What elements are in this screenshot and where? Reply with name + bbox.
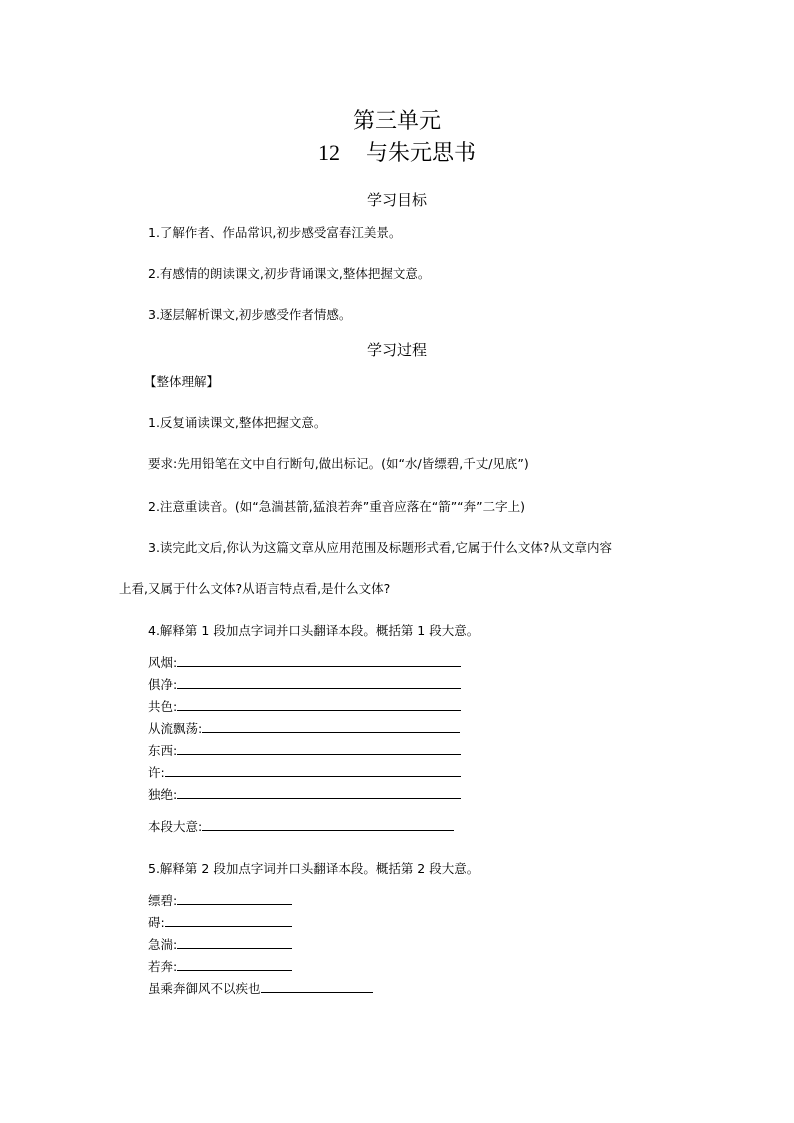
goal-item-1: 1.了解作者、作品常识,初步感受富春江美景。 (148, 225, 402, 240)
q4-term-row: 共色: (148, 697, 461, 715)
q5-term-row: 若奔: (148, 957, 292, 975)
answer-blank[interactable] (177, 892, 292, 905)
answer-blank[interactable] (202, 818, 454, 831)
goals-heading: 学习目标 (366, 191, 427, 209)
answer-blank[interactable] (165, 764, 461, 777)
q5-term-row: 虽乘奔御风不以疾也 (148, 979, 373, 997)
section-label: 【整体理解】 (144, 374, 220, 389)
answer-blank[interactable] (202, 720, 460, 733)
process-heading: 学习过程 (366, 341, 427, 359)
answer-blank[interactable] (177, 654, 461, 667)
question-4: 4.解释第 1 段加点字词并口头翻译本段。概括第 1 段大意。 (148, 623, 480, 638)
goal-item-2: 2.有感情的朗读课文,初步背诵课文,整体把握文意。 (148, 266, 431, 281)
answer-blank[interactable] (177, 958, 292, 971)
lesson-number: 12 (317, 140, 340, 165)
question-1-requirement: 要求:先用铅笔在文中自行断句,做出标记。(如“水/皆缥碧,千丈/见底”) (148, 456, 529, 471)
question-1: 1.反复诵读课文,整体把握文意。 (148, 415, 327, 430)
q4-term-row: 风烟: (148, 653, 461, 671)
goal-item-3: 3.逐层解析课文,初步感受作者情感。 (148, 307, 352, 322)
question-5: 5.解释第 2 段加点字词并口头翻译本段。概括第 2 段大意。 (148, 861, 480, 876)
lesson-title (0, 136, 794, 167)
unit-title: 第三单元 (352, 109, 441, 134)
q4-term-row: 从流飘荡: (148, 719, 460, 737)
answer-blank[interactable] (165, 914, 292, 927)
q5-term-row: 碍: (148, 913, 292, 931)
question-3-line-2: 上看,又属于什么文体?从语言特点看,是什么文体? (119, 581, 391, 596)
answer-blank[interactable] (177, 786, 461, 799)
q4-term-row: 独绝: (148, 785, 461, 803)
q4-term-row: 东西: (148, 741, 461, 759)
answer-blank[interactable] (177, 742, 461, 755)
question-3-line-1: 3.读完此文后,你认为这篇文章从应用范围及标题形式看,它属于什么文体?从文章内容 (148, 540, 613, 555)
lesson-name: 与朱元思书 (365, 141, 476, 166)
q4-term-row: 俱净: (148, 675, 461, 693)
answer-blank[interactable] (177, 698, 461, 711)
answer-blank[interactable] (177, 936, 292, 949)
answer-blank[interactable] (261, 980, 373, 993)
q4-summary-row: 本段大意: (148, 817, 454, 835)
question-2: 2.注意重读音。(如“急湍甚箭,猛浪若奔”重音应落在“箭”“奔”二字上) (148, 499, 526, 514)
q5-term-row: 急湍: (148, 935, 292, 953)
q4-term-row: 许: (148, 763, 461, 781)
answer-blank[interactable] (177, 676, 461, 689)
q5-term-row: 缥碧: (148, 891, 292, 909)
